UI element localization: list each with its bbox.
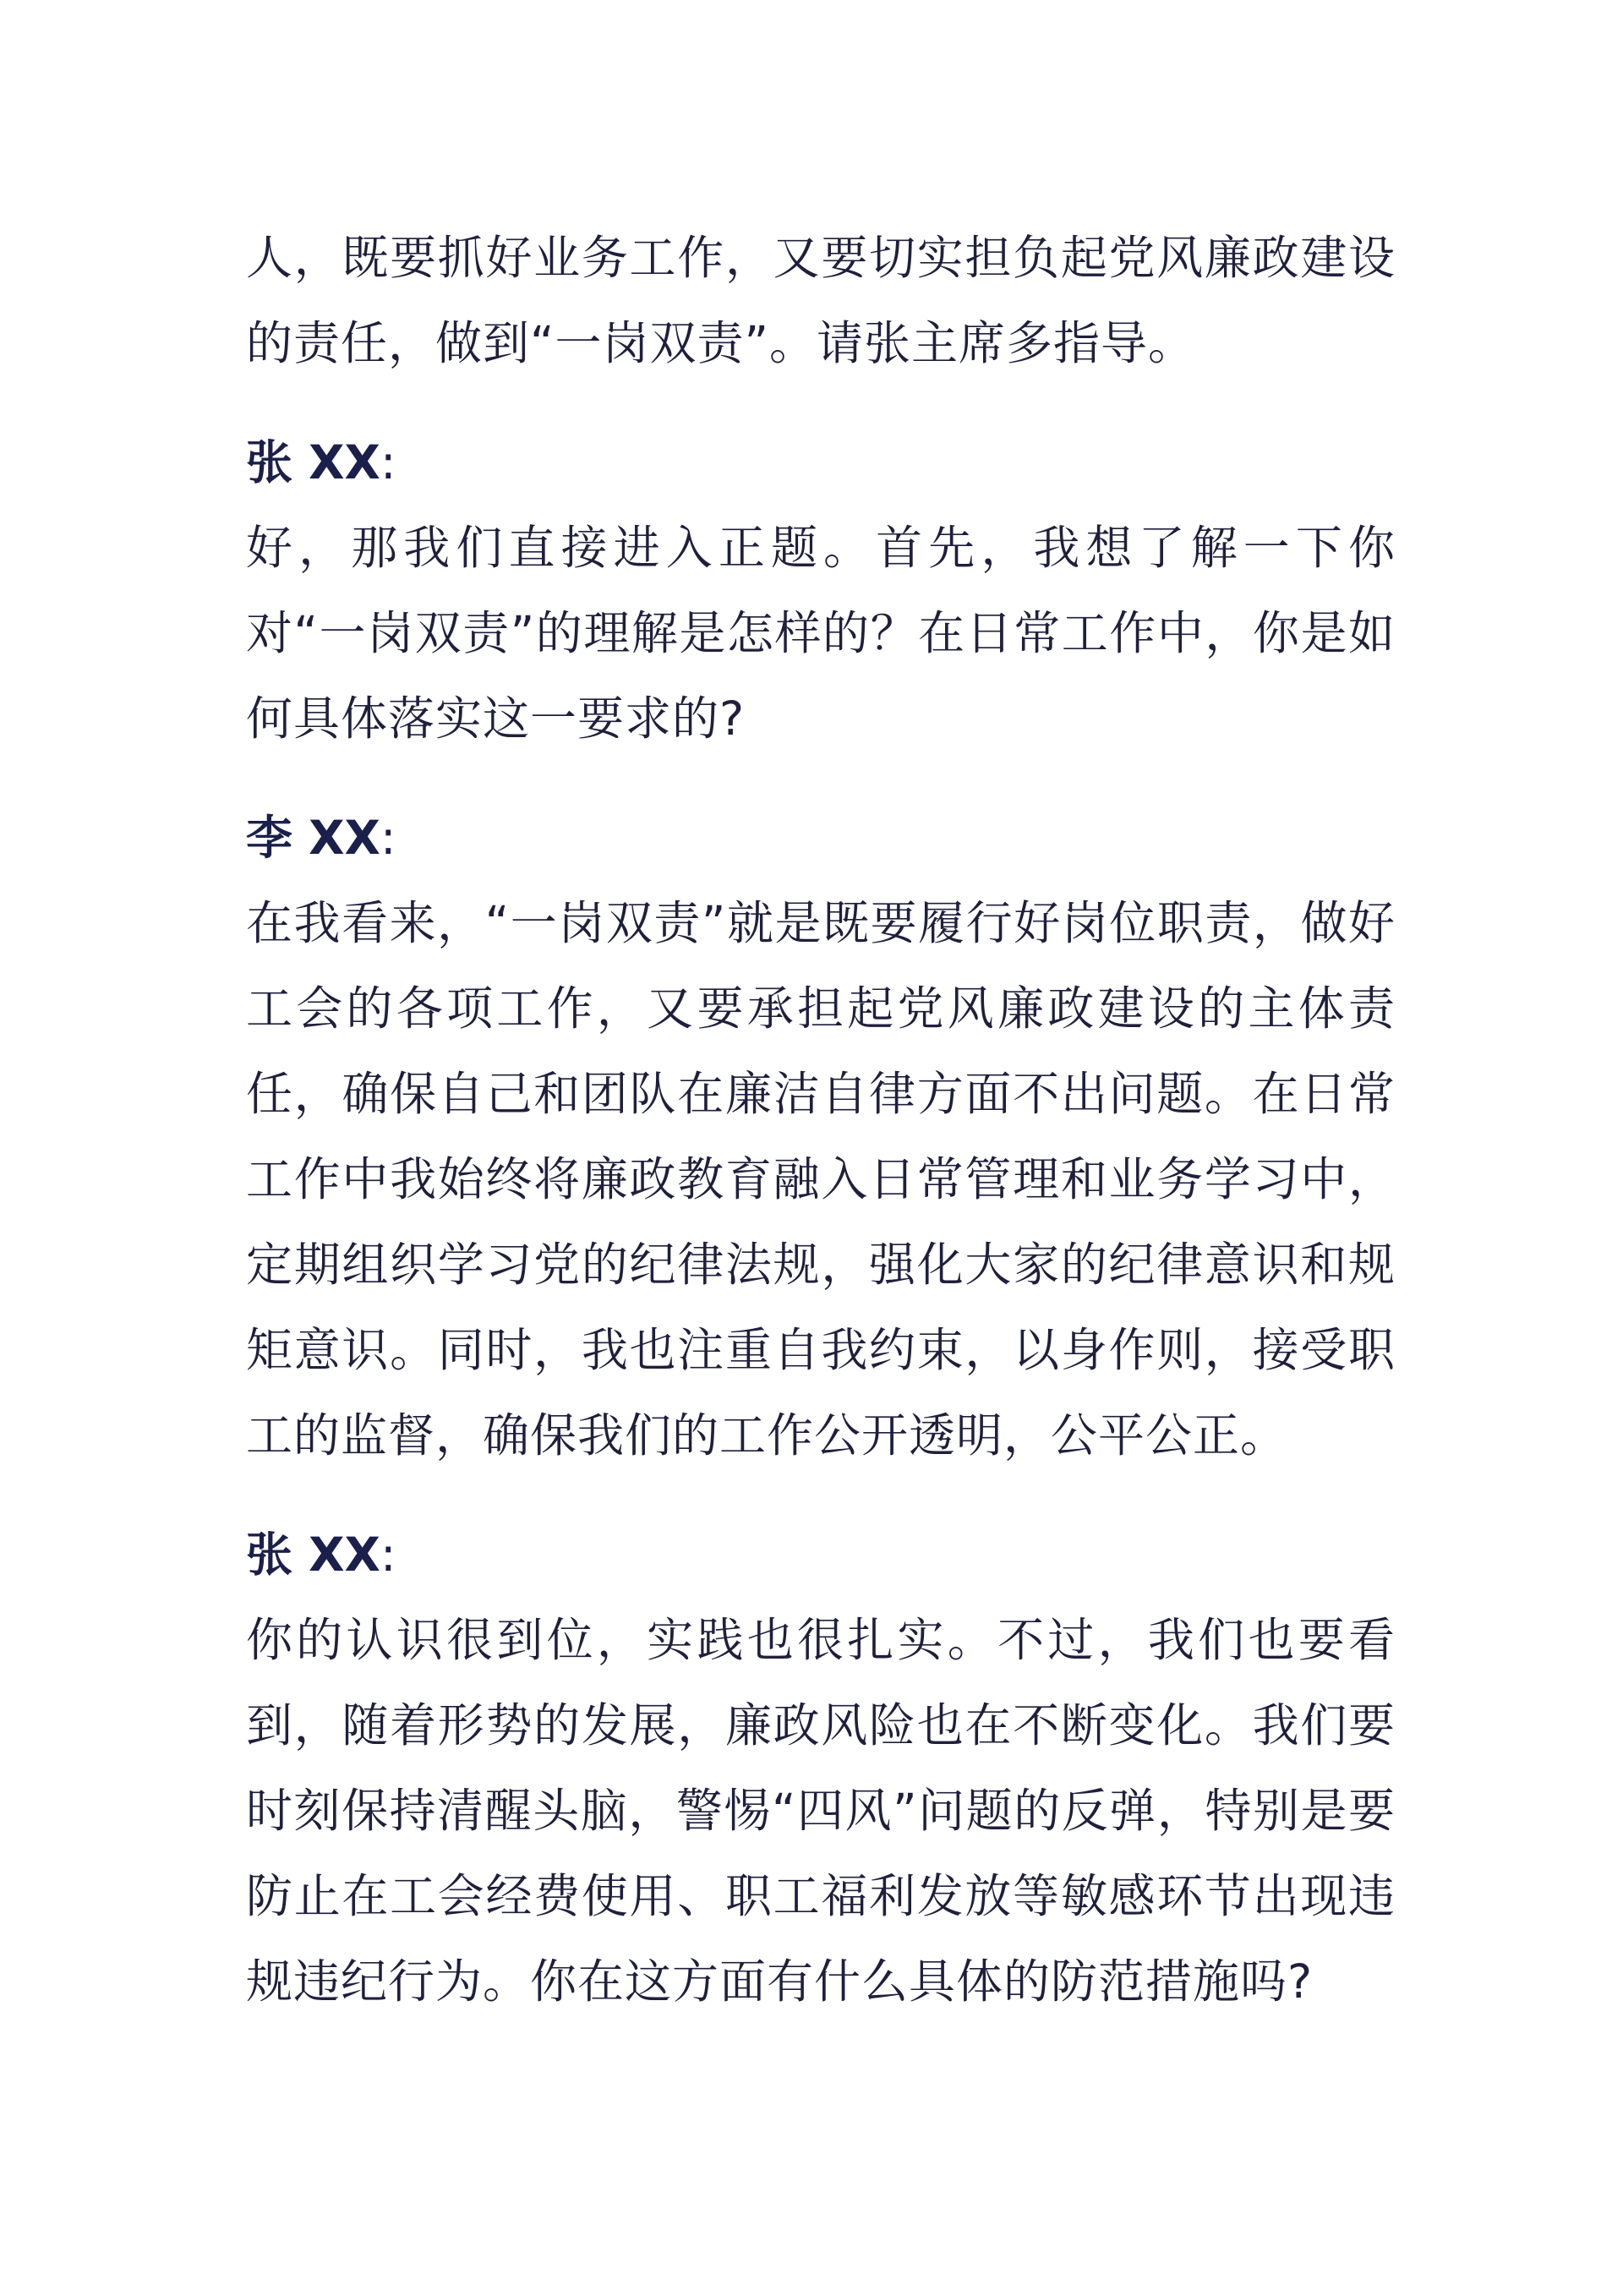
speaker-name: 张 XX — [246, 1528, 380, 1582]
speaker-name: 张 XX — [246, 435, 380, 489]
paragraph: 你的认识很到位，实践也很扎实。不过，我们也要看到，随着形势的发展，廉政风险也在不断变化。我们要时刻保持清醒头脑，警惕“四风”问题的反弹，特别是要防止在工会经费使用、职工福利发放等敏感环节出现违规违纪行为。你在这方面有什么具体的防范措施吗? — [246, 1613, 1396, 2009]
document-body — [246, 216, 1396, 2025]
paragraph: 好，那我们直接进入正题。首先，我想了解一下你对“一岗双责”的理解是怎样的？在日常工作中，你是如何具体落实这一要求的? — [246, 521, 1396, 746]
speaker-label — [246, 795, 1396, 881]
speaker-name: 李 XX — [246, 811, 380, 865]
paragraph: 人，既要抓好业务工作，又要切实担负起党风廉政建设的责任，做到“一岗双责”。请张主席多指导。 — [246, 231, 1396, 370]
paragraph: 在我看来，“一岗双责”就是既要履行好岗位职责，做好工会的各项工作，又要承担起党风廉政建设的主体责任，确保自己和团队在廉洁自律方面不出问题。在日常工作中我始终将廉政教育融入日常管理和业务学习中，定期组织学习党的纪律法规，强化大家的纪律意识和规矩意识。同时，我也注重自我约束，以身作则，接受职工的监督，确保我们的工作公开透明，公平公正。 — [246, 896, 1396, 1462]
speaker-colon: : — [380, 811, 396, 865]
paragraph-gap — [246, 762, 1396, 795]
speaker-colon: : — [380, 1528, 396, 1582]
speaker-colon: : — [380, 435, 396, 489]
paragraph-gap — [246, 386, 1396, 420]
speaker-label — [246, 420, 1396, 506]
paragraph-gap — [246, 1479, 1396, 1512]
speaker-label — [246, 1512, 1396, 1598]
